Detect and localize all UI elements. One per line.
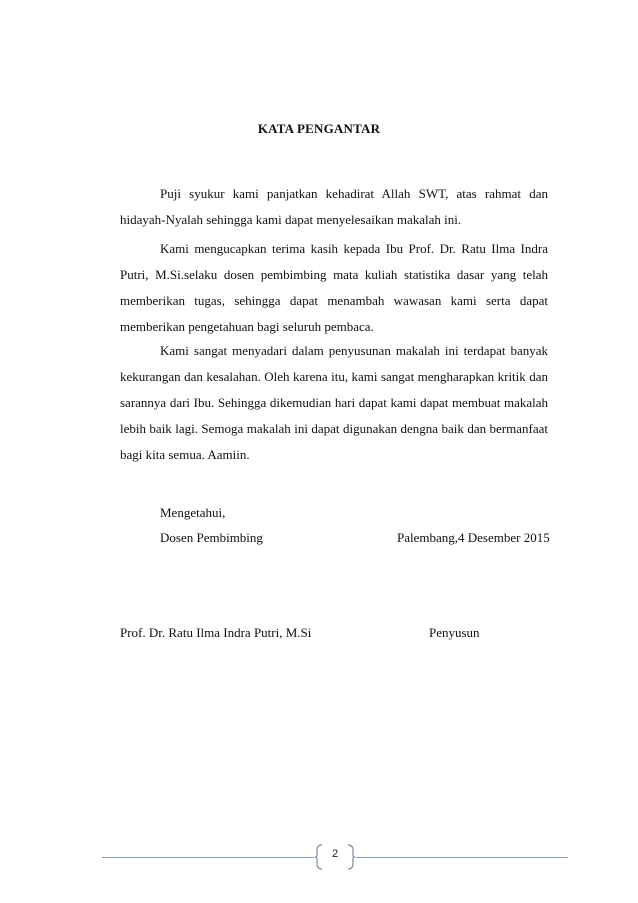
paragraph-opening: Puji syukur kami panjatkan kehadirat Allah SWT, atas rahmat dan hidayah-Nyalah sehingga kami dapat menyelesaikan makalah ini. [120,186,548,227]
supervisor-name: Prof. Dr. Ratu Ilma Indra Putri, M.Si [120,625,312,640]
page-footer [102,844,568,870]
paragraph-thanks: Kami mengucapkan terima kasih kepada Ibu Prof. Dr. Ratu Ilma Indra Putri, M.Si.selaku dosen pembimbing mata kuliah statistika dasar yang telah memberikan tugas, sehingga dapat menambah wawasan kami serta dapat memberikan pengetahuan bagi seluruh pembaca. [120,241,548,334]
page-title: KATA PENGANTAR [257,121,381,136]
author-role: Penyusun [429,625,480,640]
footer-rule-right [356,857,568,858]
left-brace-icon [314,844,324,870]
right-brace-icon [346,844,356,870]
place-date: Palembang,4 Desember 2015 [397,530,550,545]
supervisor-role: Dosen Pembimbing [160,530,263,545]
page-number: 2 [331,848,339,860]
footer-rule-left [102,857,314,858]
paragraph-closing: Kami sangat menyadari dalam penyusunan makalah ini terdapat banyak kekurangan dan kesalahan. Oleh karena itu, kami sangat mengharapkan kritik dan sarannya dari Ibu. Sehingga dikemudian hari dapat kami dapat membuat makalah lebih baik lagi. Semoga makalah ini dapat digunakan dengna baik dan bermanfaat bagi kita semua. Aamiin. [120,343,548,462]
acknowledged-label: Mengetahui, [160,505,226,520]
